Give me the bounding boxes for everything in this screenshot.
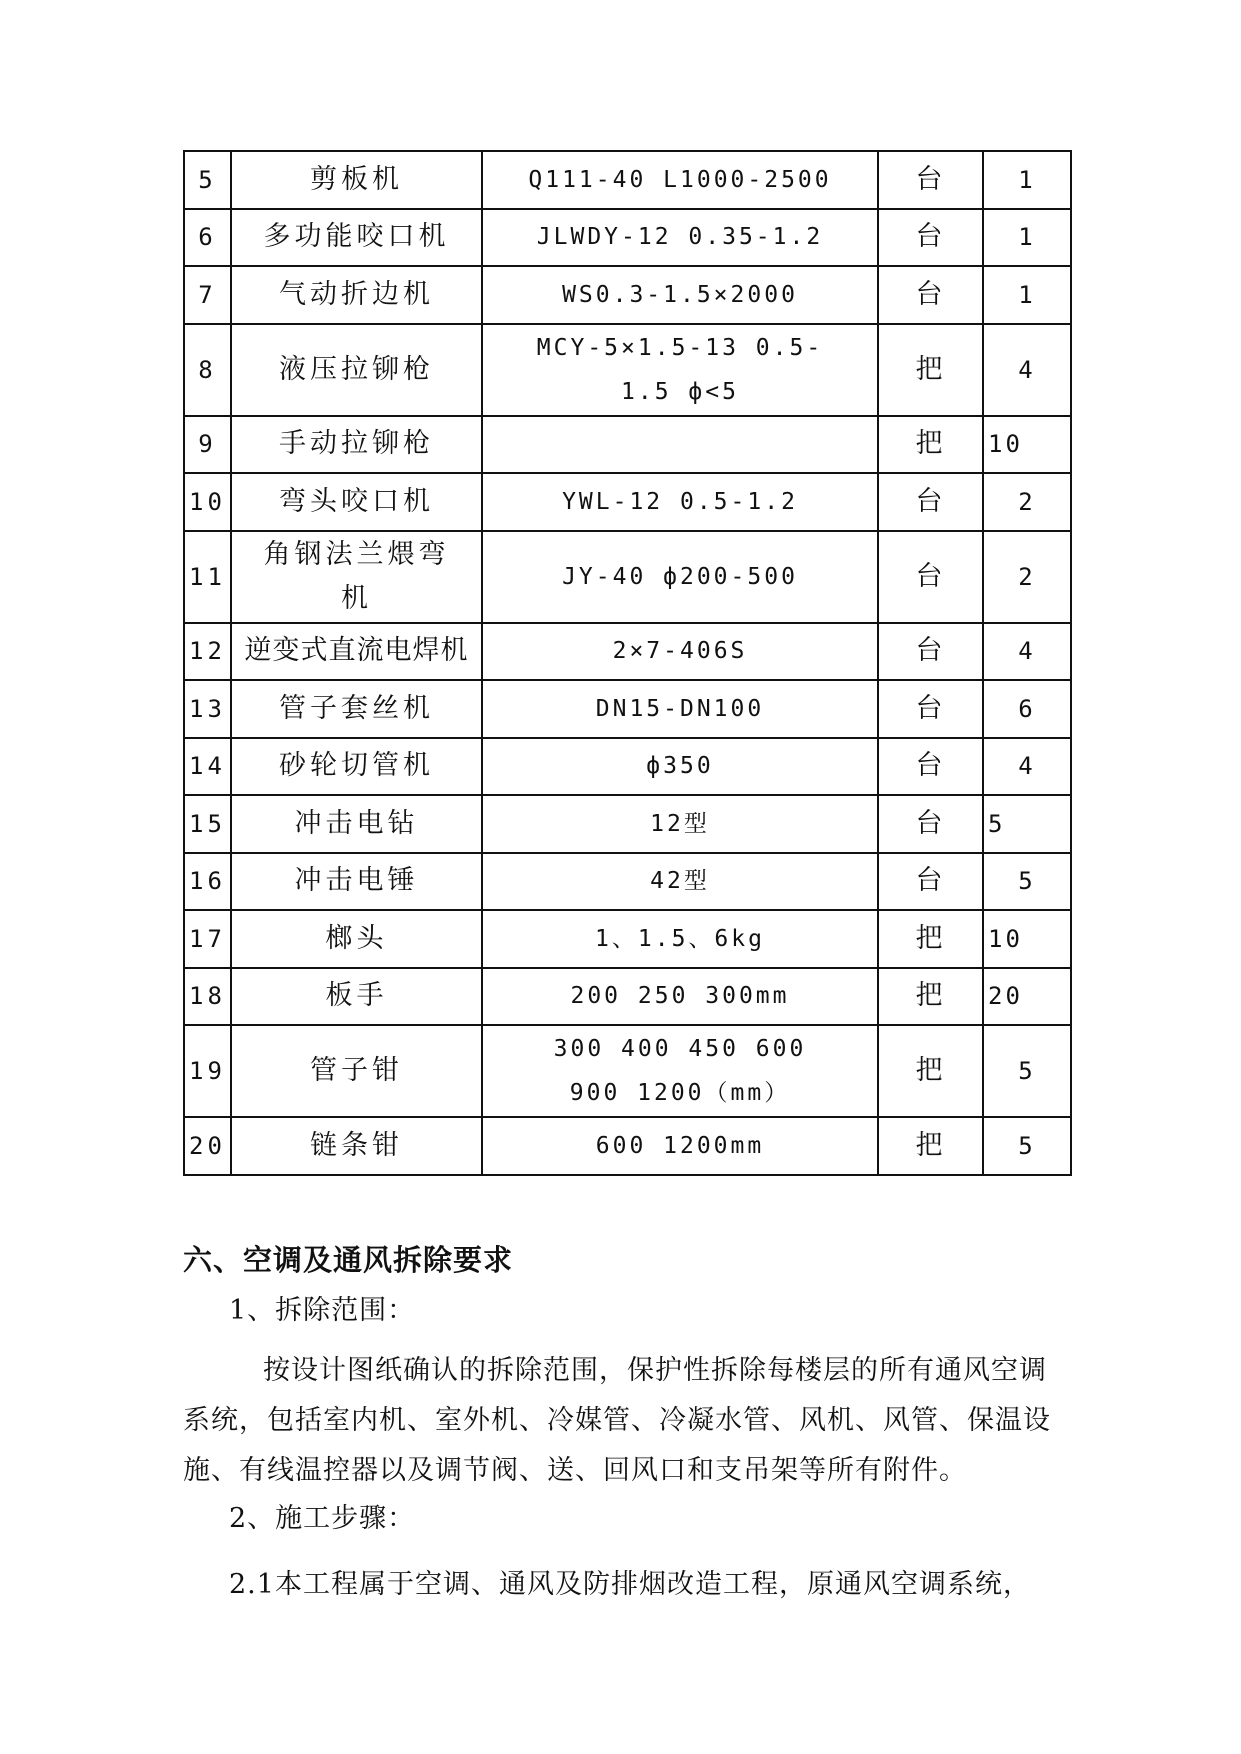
- equipment-qty: 10: [983, 910, 1071, 968]
- equipment-qty: 5: [983, 795, 1071, 853]
- equipment-spec-text: 300 400 450 600 900 1200（mm）: [553, 1036, 807, 1106]
- table-row: [184, 324, 1071, 416]
- equipment-qty: 2: [983, 473, 1071, 531]
- equipment-spec: 600 1200mm: [482, 1117, 878, 1175]
- row-number: 19: [184, 1025, 231, 1117]
- row-number: 13: [184, 680, 231, 738]
- row-number: 5: [184, 151, 231, 209]
- equipment-unit: 台: [878, 738, 983, 796]
- equipment-unit: 台: [878, 473, 983, 531]
- equipment-unit: 台: [878, 795, 983, 853]
- equipment-qty: 10: [983, 416, 1071, 474]
- equipment-name: 手动拉铆枪: [231, 416, 482, 474]
- equipment-unit: 把: [878, 1117, 983, 1175]
- equipment-spec: WS0.3-1.5×2000: [482, 266, 878, 324]
- row-number: 9: [184, 416, 231, 474]
- equipment-qty: 4: [983, 738, 1071, 796]
- equipment-unit: 台: [878, 531, 983, 623]
- equipment-name: 砂轮切管机: [231, 738, 482, 796]
- equipment-unit: 把: [878, 1025, 983, 1117]
- equipment-qty: 5: [983, 1117, 1071, 1175]
- table-row: [184, 680, 1071, 738]
- equipment-name: 液压拉铆枪: [231, 324, 482, 416]
- equipment-unit: 台: [878, 853, 983, 911]
- equipment-unit: 台: [878, 151, 983, 209]
- row-number: 20: [184, 1117, 231, 1175]
- equipment-qty: 6: [983, 680, 1071, 738]
- subsection-title-steps: 2、施工步骤：: [229, 1503, 416, 1534]
- equipment-spec: DN15-DN100: [482, 680, 878, 738]
- table-row: [184, 473, 1071, 531]
- table-row: [184, 1117, 1071, 1175]
- equipment-qty: 2: [983, 531, 1071, 623]
- row-number: 7: [184, 266, 231, 324]
- paragraph-scope: 按设计图纸确认的拆除范围，保护性拆除每楼层的所有通风空调系统，包括室内机、室外机、冷媒管、冷凝水管、风机、风管、保温设施、有线温控器以及调节阀、送、回风口和支吊架等所有附件。: [183, 1355, 1051, 1486]
- section-heading: 六、空调及通风拆除要求: [183, 1243, 514, 1277]
- row-number: 12: [184, 623, 231, 681]
- row-number: 18: [184, 968, 231, 1026]
- equipment-spec: 12型: [482, 795, 878, 853]
- equipment-name: 气动折边机: [231, 266, 482, 324]
- equipment-unit: 把: [878, 968, 983, 1026]
- equipment-spec: [482, 416, 878, 474]
- equipment-unit: 台: [878, 266, 983, 324]
- equipment-name: 剪板机: [231, 151, 482, 209]
- table-row: [184, 738, 1071, 796]
- equipment-name: 管子套丝机: [231, 680, 482, 738]
- equipment-name: 管子钳: [231, 1025, 482, 1117]
- table-row: [184, 623, 1071, 681]
- row-number: 16: [184, 853, 231, 911]
- equipment-qty: 4: [983, 623, 1071, 681]
- equipment-name: 多功能咬口机: [231, 209, 482, 267]
- subsection-title-scope: 1、拆除范围：: [229, 1295, 416, 1326]
- equipment-name: 冲击电钻: [231, 795, 482, 853]
- row-number: 11: [184, 531, 231, 623]
- equipment-unit: 台: [878, 209, 983, 267]
- table-row: [184, 853, 1071, 911]
- table-row: [184, 531, 1071, 623]
- equipment-unit: 台: [878, 680, 983, 738]
- equipment-qty: 1: [983, 266, 1071, 324]
- equipment-name: 逆变式直流电焊机: [231, 623, 482, 681]
- paragraph-steps: 2.1本工程属于空调、通风及防排烟改造工程，原通风空调系统，: [229, 1569, 1031, 1600]
- table-row: [184, 1025, 1071, 1117]
- equipment-name: 板手: [231, 968, 482, 1026]
- equipment-spec: ф350: [482, 738, 878, 796]
- row-number: 17: [184, 910, 231, 968]
- equipment-table: [183, 150, 1072, 1176]
- equipment-name: 弯头咬口机: [231, 473, 482, 531]
- equipment-qty: 5: [983, 853, 1071, 911]
- equipment-name: 榔头: [231, 910, 482, 968]
- equipment-name: 链条钳: [231, 1117, 482, 1175]
- equipment-unit: 把: [878, 324, 983, 416]
- table-row: [184, 795, 1071, 853]
- row-number: 15: [184, 795, 231, 853]
- equipment-qty: 1: [983, 209, 1071, 267]
- equipment-qty: 5: [983, 1025, 1071, 1117]
- equipment-name: [231, 531, 482, 623]
- equipment-spec: 200 250 300mm: [482, 968, 878, 1026]
- equipment-qty: 20: [983, 968, 1071, 1026]
- equipment-spec: Q111-40 L1000-2500: [482, 151, 878, 209]
- row-number: 10: [184, 473, 231, 531]
- equipment-unit: 把: [878, 910, 983, 968]
- equipment-name: 冲击电锤: [231, 853, 482, 911]
- equipment-qty: 1: [983, 151, 1071, 209]
- table-row: [184, 151, 1071, 209]
- equipment-spec: [482, 1025, 878, 1117]
- equipment-spec: [482, 324, 878, 416]
- table-row: [184, 266, 1071, 324]
- row-number: 6: [184, 209, 231, 267]
- row-number: 8: [184, 324, 231, 416]
- equipment-spec: 42型: [482, 853, 878, 911]
- table-row: [184, 416, 1071, 474]
- equipment-name-text: 角钢法兰煨弯机: [263, 538, 450, 614]
- equipment-spec: YWL-12 0.5-1.2: [482, 473, 878, 531]
- row-number: 14: [184, 738, 231, 796]
- equipment-unit: 把: [878, 416, 983, 474]
- equipment-spec: JLWDY-12 0.35-1.2: [482, 209, 878, 267]
- equipment-unit: 台: [878, 623, 983, 681]
- equipment-spec-text: MCY-5×1.5-13 0.5-1.5 ф<5: [536, 334, 824, 405]
- table-row: [184, 968, 1071, 1026]
- equipment-spec: JY-40 ф200-500: [482, 531, 878, 623]
- equipment-spec: 2×7-406S: [482, 623, 878, 681]
- table-row: [184, 209, 1071, 267]
- equipment-spec: 1、1.5、6kg: [482, 910, 878, 968]
- equipment-qty: 4: [983, 324, 1071, 416]
- table-row: [184, 910, 1071, 968]
